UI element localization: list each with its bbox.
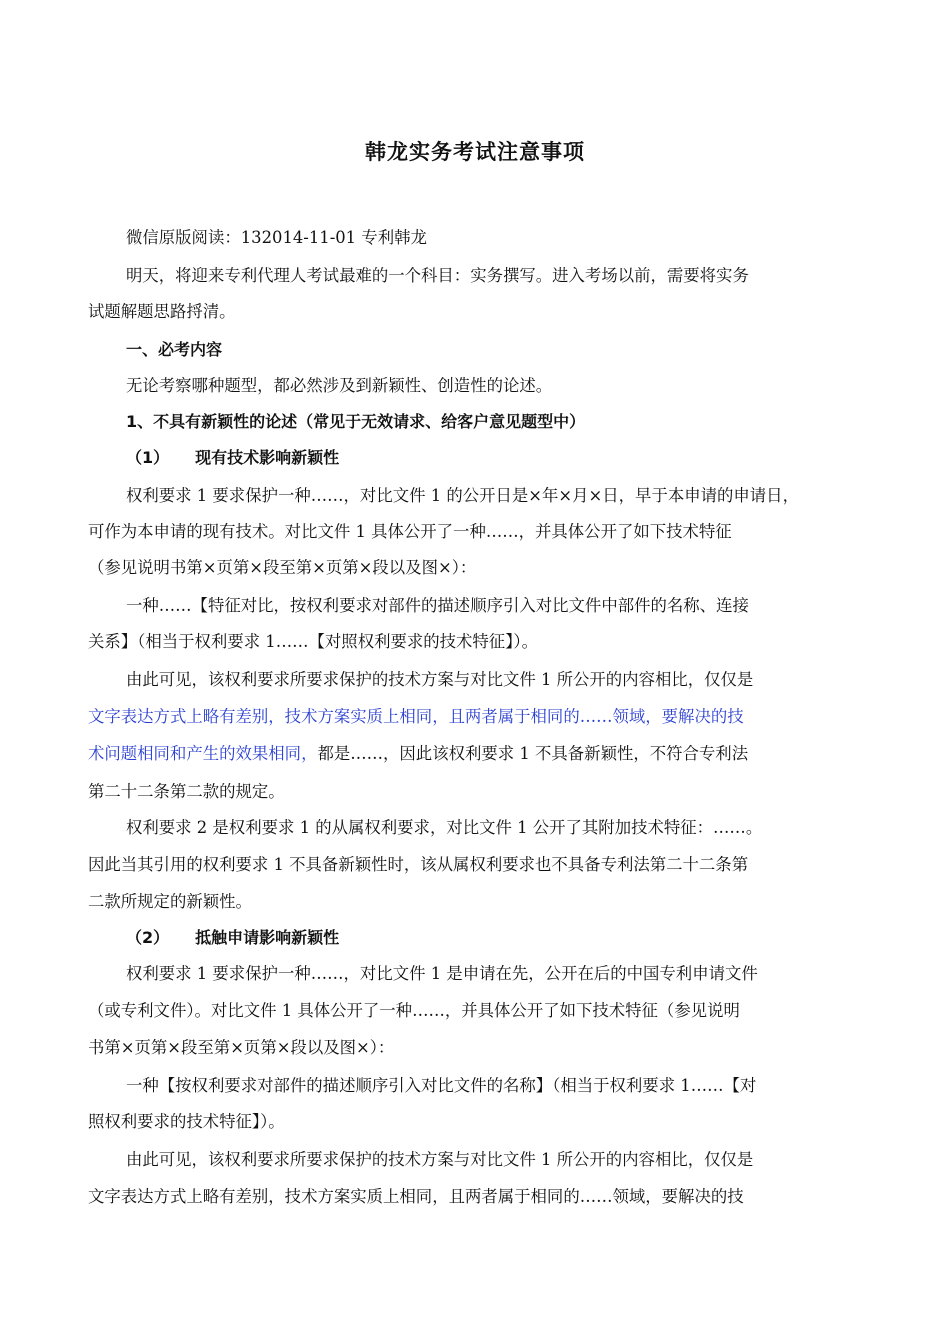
paragraph-line: 关系】（相当于权利要求 1……【对照权利要求的技术特征】）。: [88, 632, 538, 651]
paragraph-line: 权利要求 1 要求保护一种……，对比文件 1 是申请在先，公开在后的中国专利申请文件: [126, 964, 758, 983]
line-text: 都是……，因此该权利要求 1 不具备新颖性，不符合专利法: [317, 744, 749, 763]
paragraph-line: 明天，将迎来专利代理人考试最难的一个科目：实务撰写。进入考场以前，需要将实务: [126, 266, 749, 285]
paragraph-line: 可作为本申请的现有技术。对比文件 1 具体公开了一种……，并具体公开了如下技术特征: [88, 522, 732, 541]
paragraph-line: 第二十二条第二款的规定。: [88, 782, 285, 801]
paragraph-line: （或专利文件）。对比文件 1 具体公开了一种……，并具体公开了如下技术特征（参见说明: [88, 1001, 740, 1020]
paragraph-line: 由此可见，该权利要求所要求保护的技术方案与对比文件 1 所公开的内容相比，仅仅是: [126, 1150, 754, 1169]
subsubsection-heading: [126, 926, 339, 950]
paragraph-line: 权利要求 2 是权利要求 1 的从属权利要求，对比文件 1 公开了其附加技术特征：……。: [126, 818, 763, 837]
source-line: 微信原版阅读：132014-11-01 专利韩龙: [126, 228, 427, 247]
subsection-heading: 1、不具有新颖性的论述（常见于无效请求、给客户意见题型中）: [126, 412, 586, 431]
paragraph-line: 因此当其引用的权利要求 1 不具备新颖性时，该从属权利要求也不具备专利法第二十二条第: [88, 855, 749, 874]
document-title: 韩龙实务考试注意事项: [365, 140, 585, 164]
heading-number: （1）: [126, 448, 170, 467]
paragraph-line: 无论考察哪种题型，都必然涉及到新颖性、创造性的论述。: [126, 376, 553, 395]
section-heading: 一、必考内容: [126, 340, 223, 359]
highlighted-line: 文字表达方式上略有差别，技术方案实质上相同，且两者属于相同的……领域，要解决的技: [88, 707, 744, 726]
paragraph-line: 照权利要求的技术特征】）。: [88, 1112, 285, 1131]
paragraph-line: 书第×页第×段至第×页第×段以及图×）：: [88, 1038, 395, 1057]
paragraph-line: 一种……【特征对比，按权利要求对部件的描述顺序引入对比文件中部件的名称、连接: [126, 596, 749, 615]
paragraph-line: 试题解题思路捋清。: [88, 302, 236, 321]
heading-number: （2）: [126, 928, 170, 947]
paragraph-line: 权利要求 1 要求保护一种……，对比文件 1 的公开日是×年×月×日，早于本申请的申请日，: [126, 486, 799, 505]
paragraph-line: （参见说明书第×页第×段至第×页第×段以及图×）：: [88, 558, 477, 577]
paragraph-line: 二款所规定的新颖性。: [88, 892, 252, 911]
subsubsection-heading: [126, 446, 339, 470]
paragraph-line: 文字表达方式上略有差别，技术方案实质上相同，且两者属于相同的……领域，要解决的技: [88, 1187, 744, 1206]
paragraph-line: 一种【按权利要求对部件的描述顺序引入对比文件的名称】（相当于权利要求 1……【对: [126, 1076, 757, 1095]
highlighted-text: 术问题相同和产生的效果相同，: [88, 744, 318, 763]
heading-text: 现有技术影响新颖性: [195, 448, 340, 467]
heading-text: 抵触申请影响新颖性: [195, 928, 340, 947]
paragraph-line: [88, 742, 748, 766]
paragraph-line: 由此可见，该权利要求所要求保护的技术方案与对比文件 1 所公开的内容相比，仅仅是: [126, 670, 754, 689]
